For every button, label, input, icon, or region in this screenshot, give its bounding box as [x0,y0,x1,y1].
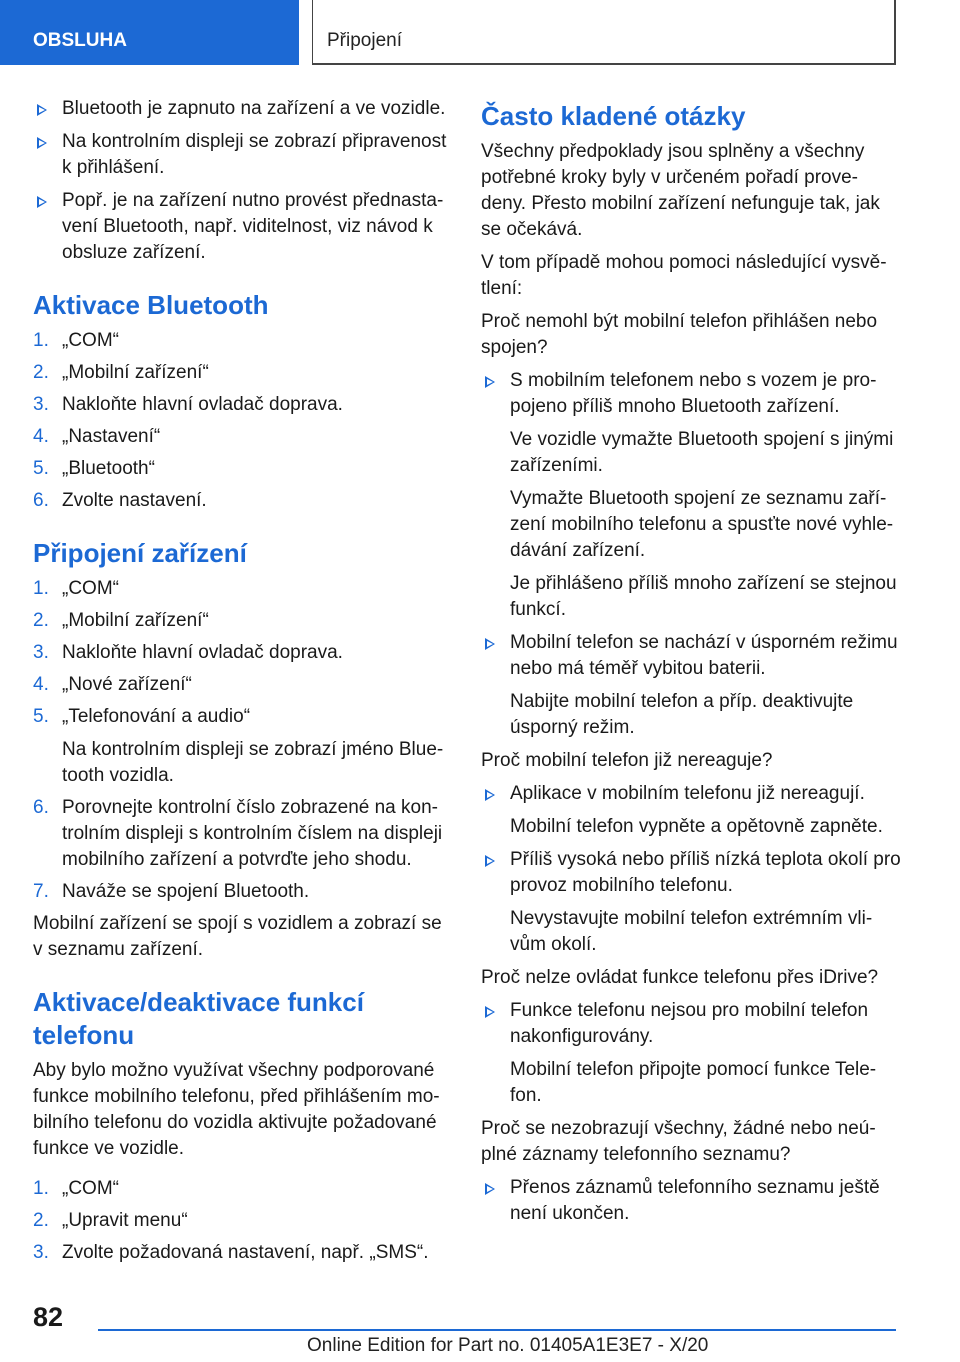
triangle-bullet-icon [485,1183,495,1195]
triangle-bullet-icon [37,104,47,116]
step-number: 2. [33,362,49,383]
step-number: 4. [33,674,49,695]
bullet-note: Nabijte mobilní telefon a příp. deaktivujte úsporný režim. [510,691,854,738]
bullet-item: Bluetooth je zapnuto na zařízení a ve vozidle. [33,96,449,122]
heading-faq: Často kladené otázky [481,101,746,131]
paragraph: V tom případě mohou pomoci následující vysvě-tlení: [481,252,887,299]
step-number: 4. [33,426,49,447]
step-item: 6. Zvolte nastavení. [33,488,449,514]
step-number: 2. [33,1210,49,1231]
bullet-item: S mobilním telefonem nebo s vozem je pro-pojeno příliš mnoho Bluetooth zařízení. Ve vozidle vymažte Bluetooth spojení s jinými zařízeními. Vymažte Bluetooth spojení ze seznamu zaří-zení mobilního telefonu a spusťte nové vyhle-dávání zařízení. Je přihlášeno příliš mnoho zařízení se stejnou funkcí. [481,368,901,623]
step-note: Na kontrolním displeji se zobrazí jméno Blue-tooth vozidla. [62,739,444,786]
step-item: 1. „COM“ [33,1176,449,1202]
faq-question: Proč se nezobrazují všechny, žádné nebo neú-plné záznamy telefonního seznamu? [481,1118,876,1165]
bullet-item: Funkce telefonu nejsou pro mobilní telefon nakonfigurovány. Mobilní telefon připojte pomocí funkce Tele-fon. [481,998,901,1109]
step-item: 1. „COM“ [33,576,449,602]
paragraph: Všechny předpoklady jsou splněny a všechny potřebné kroky byly v určeném pořadí prove-deny. Přesto mobilní zařízení nefunguje tak, jak se očekává. [481,141,880,240]
bullet-note: Mobilní telefon vypněte a opětovně zapněte. [510,816,883,837]
bullet-note: Ve vozidle vymažte Bluetooth spojení s jinými zařízeními. [510,429,894,476]
triangle-bullet-icon [485,1006,495,1018]
step-item: 2. „Upravit menu“ [33,1208,449,1234]
heading-pripojeni-zarizeni: Připojení zařízení [33,538,247,568]
triangle-bullet-icon [485,855,495,867]
step-item: 3. Nakloňte hlavní ovladač doprava. [33,392,449,418]
right-column [481,96,901,1234]
triangle-bullet-icon [37,196,47,208]
bullet-note: Nevystavujte mobilní telefon extrémním vli-vům okolí. [510,908,873,955]
faq-question: Proč nemohl být mobilní telefon přihlášen nebo spojen? [481,311,878,358]
step-number: 7. [33,881,49,902]
triangle-bullet-icon [37,137,47,149]
faq-question: Proč mobilní telefon již nereaguje? [481,750,773,771]
step-number: 6. [33,797,49,818]
step-item: 4. „Nové zařízení“ [33,672,449,698]
step-item: 5. „Telefonování a audio“ Na kontrolním displeji se zobrazí jméno Blue-tooth vozidla. [33,704,449,789]
footer-divider [98,1329,896,1331]
paragraph: Aby bylo možno využívat všechny podporované funkce mobilního telefonu, před přihlášením mo-bilního telefonu do vozidla aktivujte požadované funkce ve vozidle. [33,1060,440,1159]
step-number: 3. [33,1242,49,1263]
faq-question: Proč nelze ovládat funkce telefonu přes iDrive? [481,967,879,988]
step-number: 5. [33,458,49,479]
step-item: 2. „Mobilní zařízení“ [33,608,449,634]
step-number: 3. [33,394,49,415]
page-number: 82 [33,1302,64,1332]
step-number: 6. [33,490,49,511]
step-item: 2. „Mobilní zařízení“ [33,360,449,386]
bullet-note: Vymažte Bluetooth spojení ze seznamu zaří-zení mobilního telefonu a spusťte nové vyhle-dávání zařízení. [510,488,894,561]
bullet-note: Mobilní telefon připojte pomocí funkce Tele-fon. [510,1059,877,1106]
bullet-item: Aplikace v mobilním telefonu již nereagují. Mobilní telefon vypněte a opětovně zapněte. [481,781,901,840]
step-item: 7. Naváže se spojení Bluetooth. [33,879,449,905]
section-tab: OBSLUHA [0,0,299,65]
bullet-note: Je přihlášeno příliš mnoho zařízení se stejnou funkcí. [510,573,897,620]
triangle-bullet-icon [485,789,495,801]
heading-aktivace-funkci: Aktivace/deaktivace funkcí telefonu [33,987,364,1050]
heading-aktivace-bluetooth: Aktivace Bluetooth [33,290,269,320]
paragraph: Mobilní zařízení se spojí s vozidlem a zobrazí se v seznamu zařízení. [33,913,442,960]
step-number: 2. [33,610,49,631]
step-item: 4. „Nastavení“ [33,424,449,450]
bullet-item: Mobilní telefon se nachází v úsporném režimu nebo má téměř vybitou baterii. Nabijte mobilní telefon a příp. deaktivujte úsporný režim. [481,630,901,741]
step-number: 5. [33,706,49,727]
left-column [33,96,449,1272]
bullet-item: Příliš vysoká nebo příliš nízká teplota okolí pro provoz mobilního telefonu. Nevystavujte mobilní telefon extrémním vli-vům okolí. [481,847,901,958]
triangle-bullet-icon [485,376,495,388]
chapter-title: Připojení [312,0,896,65]
step-number: 1. [33,330,49,351]
step-item: 6. Porovnejte kontrolní číslo zobrazené na kon-trolním displeji s kontrolním číslem na displeji mobilního zařízení a potvrďte jeho shodu. [33,797,443,870]
bullet-item: Přenos záznamů telefonního seznamu ještě není ukončen. [481,1175,901,1227]
step-number: 1. [33,578,49,599]
step-number: 1. [33,1178,49,1199]
bullet-item: Na kontrolním displeji se zobrazí připravenost k přihlášení. [33,129,449,181]
step-number: 3. [33,642,49,663]
step-item: 3. Zvolte požadovaná nastavení, např. „SMS“. [33,1240,449,1266]
footer-edition: Online Edition for Part no. 01405A1E3E7 - X/20 [307,1335,709,1356]
triangle-bullet-icon [485,638,495,650]
bullet-item: Popř. je na zařízení nutno provést přednasta-vení Bluetooth, např. viditelnost, viz návod k obsluze zařízení. [33,188,449,266]
step-item: 3. Nakloňte hlavní ovladač doprava. [33,640,449,666]
step-item: 5. „Bluetooth“ [33,456,449,482]
step-item: 1. „COM“ [33,328,449,354]
